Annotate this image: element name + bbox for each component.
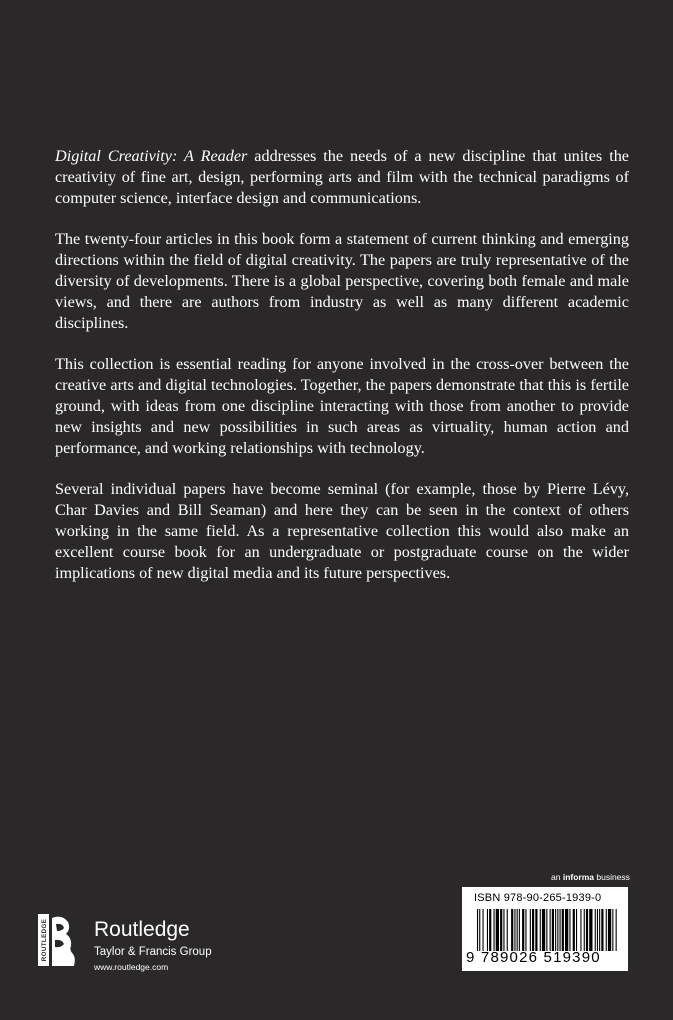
barcode-bar: [494, 909, 495, 951]
barcode-bar: [477, 909, 478, 951]
barcode-bar: [530, 909, 531, 951]
barcode-bar: [599, 909, 600, 951]
barcode-bar: [555, 909, 556, 951]
barcode-bar: [514, 909, 515, 951]
barcode-bar: [580, 909, 581, 951]
barcode-bar: [517, 909, 518, 951]
publisher-name: Routledge: [94, 918, 190, 941]
publisher-url[interactable]: www.routledge.com: [94, 962, 169, 972]
blurb-paragraph-1: [55, 146, 629, 209]
barcode-bar: [479, 909, 480, 951]
barcode-bar: [535, 909, 537, 951]
barcode-bar: [546, 909, 547, 951]
svg-text:ROUTLEDGE: ROUTLEDGE: [40, 918, 48, 962]
barcode-bar: [612, 909, 613, 951]
barcode-bar: [511, 909, 513, 951]
barcode-bar: [560, 909, 561, 951]
barcode-bar: [487, 909, 488, 951]
publisher-group: Taylor & Francis Group: [94, 946, 212, 958]
barcode-bar: [483, 909, 484, 951]
barcode-bar: [532, 909, 534, 951]
blurb-paragraph-2: The twenty-four articles in this book form a statement of current thinking and emerging directions within the field of digital creativity. The papers are truly representative of the diversity of developments. There is a global perspective, covering both female and male views, and there are authors from industry as well as many different academic disciplines.: [55, 230, 629, 332]
barcode-bar: [562, 909, 564, 951]
back-cover-blurb: [55, 146, 629, 604]
isbn-label: ISBN 978-90-265-1939-0: [474, 892, 602, 904]
barcode-bar: [542, 909, 545, 951]
barcode-bar: [496, 909, 499, 951]
barcode-bar: [569, 909, 570, 951]
barcode-bar: [597, 909, 598, 951]
publisher-imprint: [38, 914, 258, 974]
barcode-bar: [573, 909, 575, 951]
barcode-bar: [584, 909, 585, 951]
barcode-bar: [595, 909, 596, 951]
barcode-bar: [616, 909, 617, 951]
barcode-bar: [489, 909, 491, 951]
barcode-bar: [550, 909, 551, 951]
barcode-bar: [552, 909, 554, 951]
barcode-bar: [576, 909, 577, 951]
book-title: Digital Creativity: A Reader: [55, 147, 248, 165]
barcode-bar: [525, 909, 526, 951]
barcode-bar: [586, 909, 588, 951]
blurb-paragraph-4: Several individual papers have become seminal (for example, those by Pierre Lévy, Char Davies and Bill Seaman) and here they can be seen in the context of others working in the same field. As a representative collection this would also make an excellent course book for an undergraduate or postgraduate course on the wider implications of new digital media and its future perspectives.: [55, 480, 629, 582]
barcode-bar: [606, 909, 607, 951]
barcode-bar: [557, 909, 558, 951]
barcode-bar: [608, 909, 611, 951]
barcode-bars: [477, 909, 617, 951]
routledge-logo-icon: [38, 914, 80, 966]
blurb-paragraph-3: This collection is essential reading for anyone involved in the cross-over between the creative arts and digital technologies. Together, the papers demonstrate that this is fertile ground, with ideas from one discipline interacting with those from another to provide new insights and new possibilities in such areas as virtuality, human action and performance, and working relationships with technology.: [55, 355, 629, 457]
barcode-bar: [601, 909, 603, 951]
blurb-paragraph-1-text: addresses the needs of a new discipline that unites the creativity of fine art, design, performing arts and film with the technical paradigms of computer science, interface design and communications.: [55, 147, 629, 207]
barcode-bar: [589, 909, 592, 951]
barcode-bar: [503, 909, 504, 951]
isbn-barcode: [462, 887, 628, 971]
barcode-bar: [522, 909, 524, 951]
barcode-bar: [540, 909, 541, 951]
barcode-digits: 9 789026 519390: [466, 949, 601, 966]
barcode-bar: [565, 909, 568, 951]
barcode-bar: [519, 909, 520, 951]
informa-business-label: an informa business: [551, 872, 630, 882]
informa-brand: informa: [562, 872, 594, 882]
barcode-bar: [500, 909, 502, 951]
barcode-bar: [507, 909, 508, 951]
